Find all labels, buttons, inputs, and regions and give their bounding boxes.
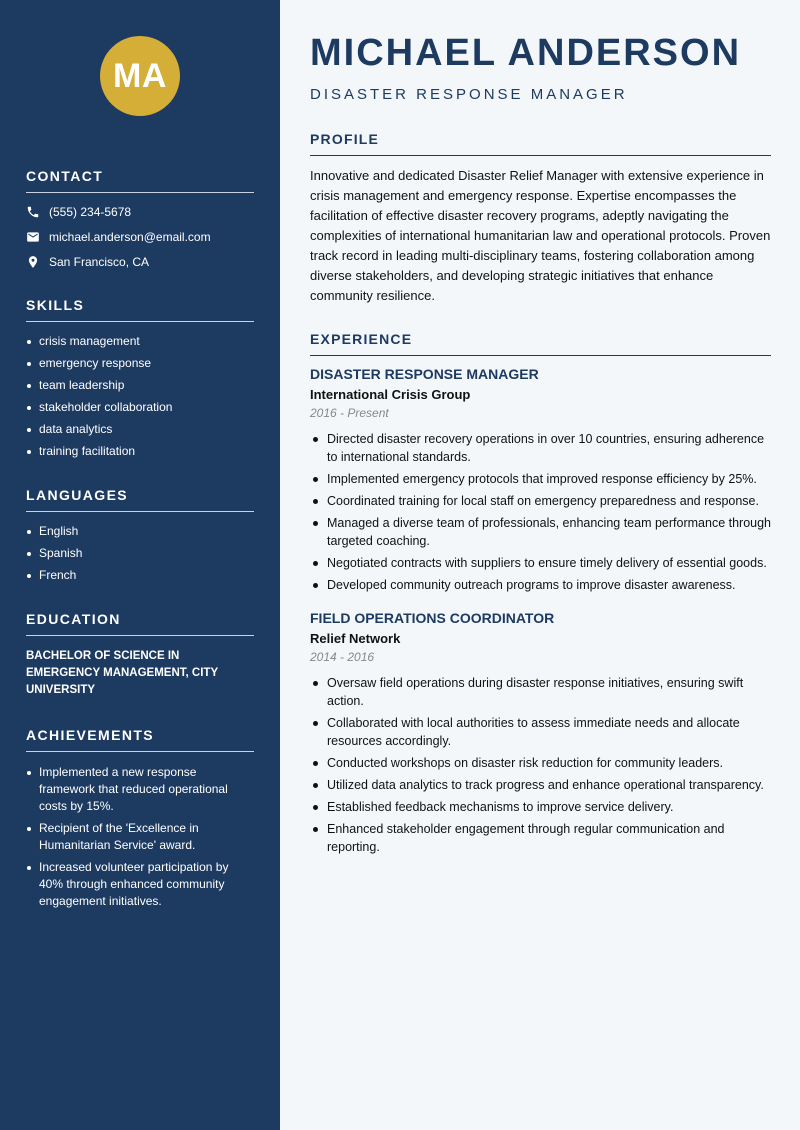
language-item: French xyxy=(26,568,254,583)
location-pin-icon xyxy=(26,255,40,269)
job-bullet: Utilized data analytics to track progress and enhance operational transparency. xyxy=(310,776,771,794)
skills-section xyxy=(26,297,254,459)
job-entry xyxy=(310,610,771,856)
language-item: English xyxy=(26,524,254,539)
job-bullet: Developed community outreach programs to improve disaster awareness. xyxy=(310,576,771,594)
sidebar xyxy=(0,0,280,1130)
job-bullet: Managed a diverse team of professionals, enhancing team performance through targeted coaching. xyxy=(310,514,771,550)
contact-email xyxy=(26,230,254,244)
job-bullet: Coordinated training for local staff on emergency preparedness and response. xyxy=(310,492,771,510)
job-bullets xyxy=(310,430,771,594)
language-item: Spanish xyxy=(26,546,254,561)
contact-section xyxy=(26,168,254,269)
achievement-item: Implemented a new response framework that reduced operational costs by 15%. xyxy=(26,764,254,815)
avatar-initials: MA xyxy=(113,56,167,95)
job-dates: 2014 - 2016 xyxy=(310,650,375,664)
job-title: DISASTER RESPONSE MANAGER xyxy=(310,366,539,382)
languages-heading: LANGUAGES xyxy=(26,487,254,512)
experience-heading: EXPERIENCE xyxy=(310,331,771,356)
email-address: michael.anderson@email.com xyxy=(49,230,211,244)
achievements-section xyxy=(26,727,254,910)
job-company: International Crisis Group xyxy=(310,387,471,402)
achievements-list xyxy=(26,764,254,910)
job-title: FIELD OPERATIONS COORDINATOR xyxy=(310,610,555,626)
phone-icon xyxy=(26,205,40,219)
skill-item: team leadership xyxy=(26,378,254,393)
profile-heading: PROFILE xyxy=(310,131,771,156)
location-text: San Francisco, CA xyxy=(49,255,150,269)
achievements-heading: ACHIEVEMENTS xyxy=(26,727,254,752)
job-bullet: Directed disaster recovery operations in over 10 countries, ensuring adherence to international standards. xyxy=(310,430,771,466)
experience-section xyxy=(310,331,771,856)
candidate-title: DISASTER RESPONSE MANAGER xyxy=(310,86,628,103)
skill-item: data analytics xyxy=(26,422,254,437)
job-bullets xyxy=(310,674,771,856)
achievement-item: Increased volunteer participation by 40% through enhanced community engagement initiatives. xyxy=(26,859,254,910)
job-bullet: Negotiated contracts with suppliers to ensure timely delivery of essential goods. xyxy=(310,554,771,572)
languages-section xyxy=(26,487,254,583)
job-dates: 2016 - Present xyxy=(310,406,389,420)
languages-list xyxy=(26,524,254,583)
avatar xyxy=(100,36,180,116)
job-bullet: Implemented emergency protocols that improved response efficiency by 25%. xyxy=(310,470,771,488)
skills-list xyxy=(26,334,254,459)
job-bullet: Enhanced stakeholder engagement through regular communication and reporting. xyxy=(310,820,771,856)
job-bullet: Conducted workshops on disaster risk reduction for community leaders. xyxy=(310,754,771,772)
education-degree: BACHELOR OF SCIENCE IN EMERGENCY MANAGEMENT, CITY UNIVERSITY xyxy=(26,650,218,696)
contact-location xyxy=(26,255,254,269)
profile-section xyxy=(310,131,771,306)
job-bullet: Collaborated with local authorities to assess immediate needs and allocate resources accordingly. xyxy=(310,714,771,750)
contact-heading: CONTACT xyxy=(26,168,254,193)
main-content xyxy=(280,0,800,1130)
job-bullet: Oversaw field operations during disaster response initiatives, ensuring swift action. xyxy=(310,674,771,710)
phone-number: (555) 234-5678 xyxy=(49,205,132,219)
job-entry xyxy=(310,366,771,594)
skill-item: emergency response xyxy=(26,356,254,371)
education-heading: EDUCATION xyxy=(26,611,254,636)
achievement-item: Recipient of the 'Excellence in Humanitarian Service' award. xyxy=(26,820,254,854)
education-section xyxy=(26,611,254,699)
skill-item: stakeholder collaboration xyxy=(26,400,254,415)
job-bullet: Established feedback mechanisms to improve service delivery. xyxy=(310,798,771,816)
profile-summary: Innovative and dedicated Disaster Relief Manager with extensive experience in crisis management and emergency response. Expertise encompasses the facilitation of effective disaster recovery programs, adeptly navigating the complexities of international humanitarian law and operational protocols. Proven track record in leading multi-disciplinary teams, fostering collaboration among diverse stakeholders, and developing strategic initiatives that enhance community resilience. xyxy=(310,168,771,303)
skill-item: crisis management xyxy=(26,334,254,349)
email-icon xyxy=(26,230,40,244)
skill-item: training facilitation xyxy=(26,444,254,459)
skills-heading: SKILLS xyxy=(26,297,254,322)
candidate-name: MICHAEL ANDERSON xyxy=(310,32,742,74)
job-company: Relief Network xyxy=(310,631,401,646)
contact-phone xyxy=(26,205,254,219)
